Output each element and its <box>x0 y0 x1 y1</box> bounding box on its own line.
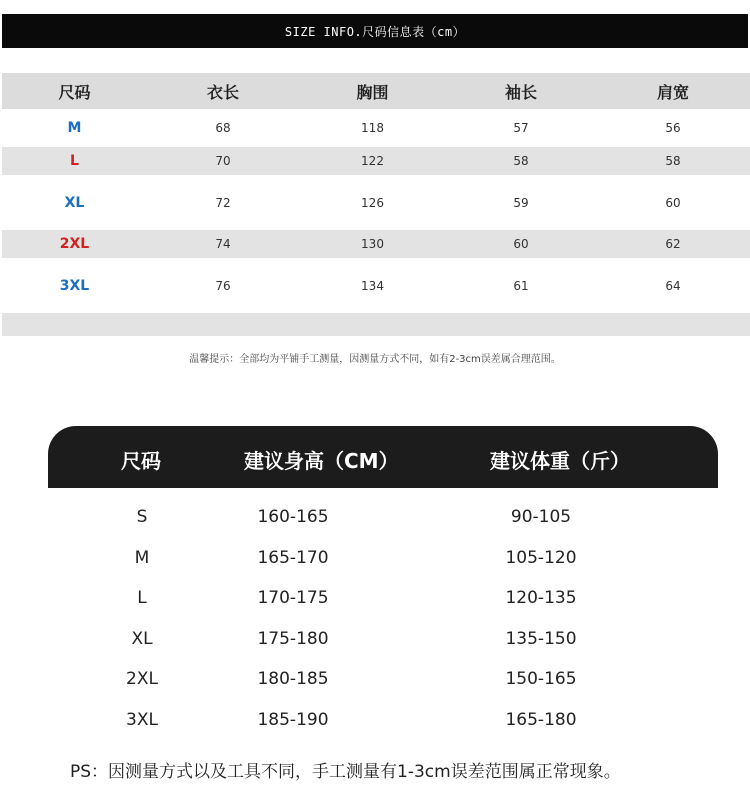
header-height: 建议身高（CM） <box>244 449 399 473</box>
height-value: 160-165 <box>257 507 329 527</box>
size-label: L <box>70 153 79 169</box>
table-row <box>2 175 750 230</box>
size-label: M <box>134 547 150 568</box>
size-label: 3XL <box>126 709 158 730</box>
height-value: 180-185 <box>257 669 329 689</box>
table-blank-row <box>2 313 750 336</box>
header-sleeve: 袖长 <box>504 82 537 102</box>
table-row <box>2 109 750 147</box>
size-label: 2XL <box>126 669 158 689</box>
header-length: 衣长 <box>206 82 239 102</box>
table-row <box>0 619 750 660</box>
weight-value: 150-165 <box>505 669 577 689</box>
size-label: S <box>136 507 148 527</box>
size-label: XL <box>64 194 85 211</box>
header-size: 尺码 <box>121 449 161 473</box>
weight-value: 105-120 <box>505 547 577 568</box>
table-row <box>2 230 750 258</box>
shoulder-value: 62 <box>665 237 681 251</box>
weight-value: 90-105 <box>510 507 572 527</box>
recommendation-table-header <box>48 426 718 488</box>
ps-note: PS：因测量方式以及工具不同，手工测量有1-3cm误差范围属正常现象。 <box>70 762 621 782</box>
table-row <box>0 578 750 619</box>
length-value: 76 <box>215 278 231 293</box>
size-label: XL <box>131 628 153 649</box>
table-row <box>2 258 750 313</box>
header-chest: 胸围 <box>356 82 389 102</box>
length-value: 68 <box>215 121 231 135</box>
shoulder-value: 58 <box>665 154 681 168</box>
header-shoulder: 肩宽 <box>656 82 689 102</box>
size-label: 3XL <box>59 277 90 294</box>
size-label: 2XL <box>59 236 90 252</box>
table-row <box>0 659 750 700</box>
sleeve-value: 60 <box>513 237 529 251</box>
size-label: L <box>137 588 147 608</box>
size-info-title: SIZE INFO.尺码信息表（cm） <box>2 14 748 48</box>
table-row <box>0 538 750 579</box>
chest-value: 126 <box>361 195 384 210</box>
chest-value: 134 <box>361 278 384 293</box>
table-row <box>2 147 750 175</box>
table-row <box>0 497 750 538</box>
header-weight: 建议体重（斤） <box>490 449 630 473</box>
header-size: 尺码 <box>58 82 91 102</box>
table-row <box>0 700 750 741</box>
weight-value: 135-150 <box>505 628 577 649</box>
height-value: 175-180 <box>257 628 329 649</box>
height-value: 185-190 <box>257 709 329 730</box>
sleeve-value: 58 <box>513 154 529 168</box>
chest-value: 122 <box>361 154 384 168</box>
length-value: 74 <box>215 237 231 251</box>
shoulder-value: 56 <box>665 121 681 135</box>
size-measurement-table <box>2 73 750 336</box>
sleeve-value: 61 <box>513 278 529 293</box>
measurement-tip: 温馨提示：全部均为平铺手工测量，因测量方式不同，如有2-3cm误差属合理范围。 <box>189 354 561 365</box>
shoulder-value: 60 <box>665 195 681 210</box>
sleeve-value: 57 <box>513 121 529 135</box>
sleeve-value: 59 <box>513 195 529 210</box>
size-label: M <box>67 120 82 136</box>
shoulder-value: 64 <box>665 278 681 293</box>
chest-value: 130 <box>361 237 384 251</box>
height-value: 170-175 <box>257 588 329 608</box>
weight-value: 120-135 <box>505 588 577 608</box>
height-value: 165-170 <box>257 547 329 568</box>
weight-value: 165-180 <box>505 709 577 730</box>
recommendation-table <box>0 497 750 740</box>
length-value: 70 <box>215 154 231 168</box>
chest-value: 118 <box>361 121 384 135</box>
length-value: 72 <box>215 195 231 210</box>
table-header-row <box>2 73 750 109</box>
